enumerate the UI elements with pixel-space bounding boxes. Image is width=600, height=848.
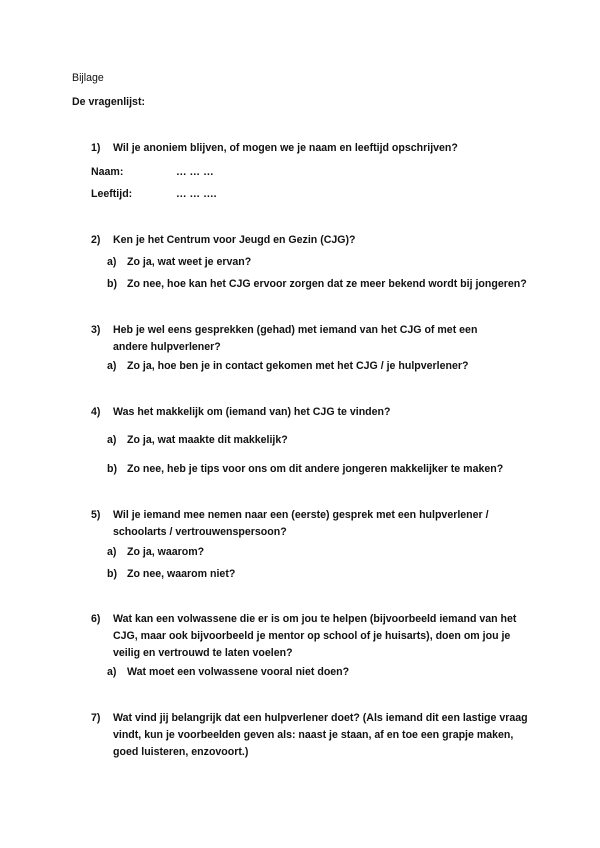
sub-letter: b) <box>107 463 117 475</box>
sub-text: Zo nee, hoe kan het CJG ervoor zorgen dat ze meer bekend wordt bij jongeren? <box>127 278 527 290</box>
question-1 <box>91 140 531 157</box>
sub-text: Zo ja, wat weet je ervan? <box>127 256 252 268</box>
question-text: Heb je wel eens gesprekken (gehad) met iemand van het CJG of met een andere hulpverlener? <box>113 324 478 353</box>
sub-text: Zo ja, hoe ben je in contact gekomen met het CJG / je hulpverlener? <box>127 360 469 372</box>
question-5 <box>91 507 521 541</box>
sub-question-2b <box>107 276 527 293</box>
sub-text: Zo ja, waarom? <box>127 546 205 558</box>
question-2 <box>91 232 531 249</box>
question-7 <box>91 710 531 761</box>
question-number: 3) <box>91 324 101 336</box>
sub-question-3a <box>107 358 468 375</box>
name-field-value: … … … <box>176 166 214 178</box>
sub-text: Wat moet een volwassene vooral niet doen? <box>127 666 350 678</box>
sub-question-5a <box>107 544 204 561</box>
question-text: Ken je het Centrum voor Jeugd en Gezin (CJG)? <box>113 234 356 246</box>
question-number: 4) <box>91 406 101 418</box>
sub-letter: a) <box>107 666 117 678</box>
name-field-label: Naam: <box>91 166 124 178</box>
question-number: 7) <box>91 712 101 724</box>
sub-question-6a <box>107 664 349 681</box>
sub-text: Zo ja, wat maakte dit makkelijk? <box>127 434 288 446</box>
sub-question-4a <box>107 432 288 449</box>
sub-letter: b) <box>107 278 117 290</box>
question-text: Was het makkelijk om (iemand van) het CJG te vinden? <box>113 406 391 418</box>
question-text: Wil je iemand mee nemen naar een (eerste) gesprek met een hulpverlener / schoolarts / vertrouwenspersoon? <box>113 509 489 538</box>
sub-letter: b) <box>107 568 117 580</box>
sub-text: Zo nee, heb je tips voor ons om dit andere jongeren makkelijker te maken? <box>127 463 504 475</box>
question-number: 5) <box>91 509 101 521</box>
sub-letter: a) <box>107 434 117 446</box>
sub-letter: a) <box>107 546 117 558</box>
sub-question-2a <box>107 254 251 271</box>
sub-letter: a) <box>107 256 117 268</box>
sub-letter: a) <box>107 360 117 372</box>
sub-question-5b <box>107 566 235 583</box>
question-text: Wil je anoniem blijven, of mogen we je naam en leeftijd opschrijven? <box>113 142 458 154</box>
sub-question-4b <box>107 461 503 478</box>
question-text: Wat vind jij belangrijk dat een hulpverlener doet? (Als iemand dit een lastige vraag vindt, kun je voorbeelden geven als: naast je staan, af en toe een grapje maken, goed luisteren, enzovoort.) <box>113 712 528 758</box>
age-field-label: Leeftijd: <box>91 188 133 200</box>
sub-text: Zo nee, waarom niet? <box>127 568 236 580</box>
question-6 <box>91 611 531 662</box>
question-number: 1) <box>91 142 101 154</box>
questionnaire-title: De vragenlijst: <box>72 96 146 108</box>
question-4 <box>91 404 531 421</box>
age-field-value: … … …. <box>176 188 217 200</box>
question-text: Wat kan een volwassene die er is om jou te helpen (bijvoorbeeld iemand van het CJG, maar ook bijvoorbeeld je mentor op school of je huisarts), doen om jou je veilig en vertrouwd te laten voelen? <box>113 613 517 659</box>
question-number: 6) <box>91 613 101 625</box>
appendix-label: Bijlage <box>72 72 104 84</box>
question-3 <box>91 322 511 356</box>
question-number: 2) <box>91 234 101 246</box>
